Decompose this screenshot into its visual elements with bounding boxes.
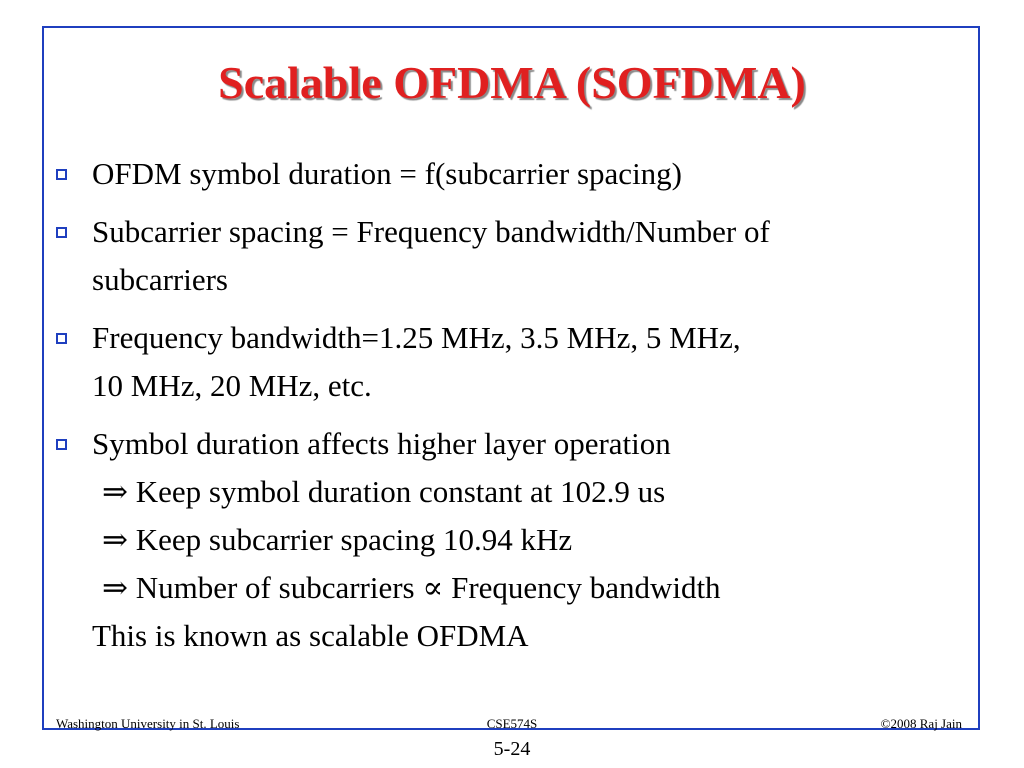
hollow-square-bullet-icon [56,169,67,180]
hollow-square-bullet-icon [56,227,67,238]
footer-copyright: ©2008 Raj Jain [880,716,962,731]
implication-line: ⇒ Keep subcarrier spacing 10.94 kHz [102,522,573,557]
bullet-line: Symbol duration affects higher layer operation [92,426,671,461]
bullet-line: subcarriers [92,262,228,297]
bullet-line: Subcarrier spacing = Frequency bandwidth/Number of [92,214,770,249]
implication-line: ⇒ Keep symbol duration constant at 102.9 us [102,474,666,509]
bullet-line: This is known as scalable OFDMA [92,618,529,653]
bullet-item [54,150,974,198]
implication-line: ⇒ Number of subcarriers ∝ Frequency bandwidth [102,570,721,605]
bullet-list [54,150,974,670]
bullet-item [54,314,974,410]
hollow-square-bullet-icon [56,333,67,344]
footer-course: CSE574S [486,716,538,731]
bullet-item [54,420,974,660]
bullet-line: OFDM symbol duration = f(subcarrier spacing) [92,156,682,191]
bullet-line: Frequency bandwidth=1.25 MHz, 3.5 MHz, 5 MHz, [92,320,741,355]
bullet-item [54,208,974,304]
footer-institution: Washington University in St. Louis [56,716,240,731]
bullet-line: 10 MHz, 20 MHz, etc. [92,368,372,403]
page-number: 5-24 [493,738,531,760]
hollow-square-bullet-icon [56,439,67,450]
slide-title: Scalable OFDMA (SOFDMA) [218,57,806,108]
